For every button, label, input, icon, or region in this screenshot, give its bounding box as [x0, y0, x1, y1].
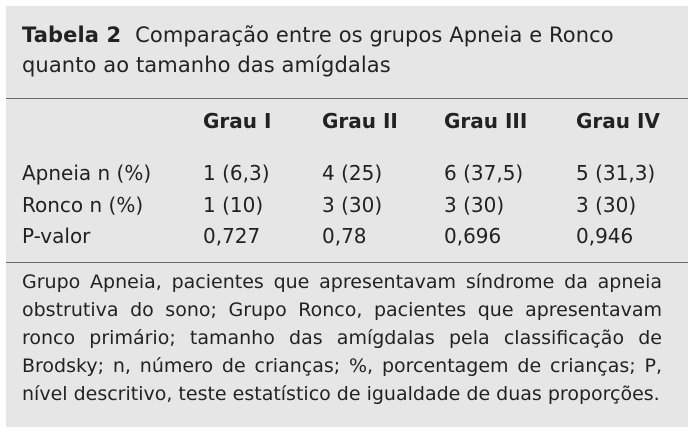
column-header-grau-iv: Grau IV	[576, 109, 660, 133]
table-caption: Comparação entre os grupos Apneia e Ronco quanto ao tamanho das amígdalas	[22, 23, 614, 77]
table-label: Tabela 2	[22, 23, 122, 47]
row-label-p-valor: P-valor	[22, 224, 91, 248]
table-footnote: Grupo Apneia, pacientes que apresentavam síndrome da apneia obstrutiva do sono; Grupo Ronco, pacientes que apresentavam ronco primário; tamanho das amígdalas pela classificação de Brodsky; n, número de crianças; %, porcentagem de crianças; P, nível descritivo, teste estatístico de igualdade de duas proporções.	[22, 271, 662, 405]
table-cell: 6 (37,5)	[444, 161, 524, 185]
table-cell: 0,78	[322, 224, 367, 248]
column-header-grau-iii: Grau III	[444, 109, 528, 133]
table-title	[22, 20, 662, 80]
table-cell: 0,946	[576, 224, 634, 248]
table-cell: 4 (25)	[322, 161, 383, 185]
footnote-divider	[6, 262, 688, 263]
table-cell: 1 (10)	[203, 193, 264, 217]
column-header-grau-ii: Grau II	[322, 109, 398, 133]
row-label-apneia: Apneia n (%)	[22, 161, 152, 185]
table-cell: 3 (30)	[322, 193, 383, 217]
table-cell: 0,696	[444, 224, 502, 248]
table-cell: 1 (6,3)	[203, 161, 270, 185]
column-header-grau-i: Grau I	[203, 109, 272, 133]
table-cell: 3 (30)	[576, 193, 637, 217]
header-divider	[6, 98, 688, 99]
row-label-ronco: Ronco n (%)	[22, 193, 144, 217]
table-cell: 3 (30)	[444, 193, 505, 217]
table-cell: 0,727	[203, 224, 261, 248]
table-cell: 5 (31,3)	[576, 161, 656, 185]
